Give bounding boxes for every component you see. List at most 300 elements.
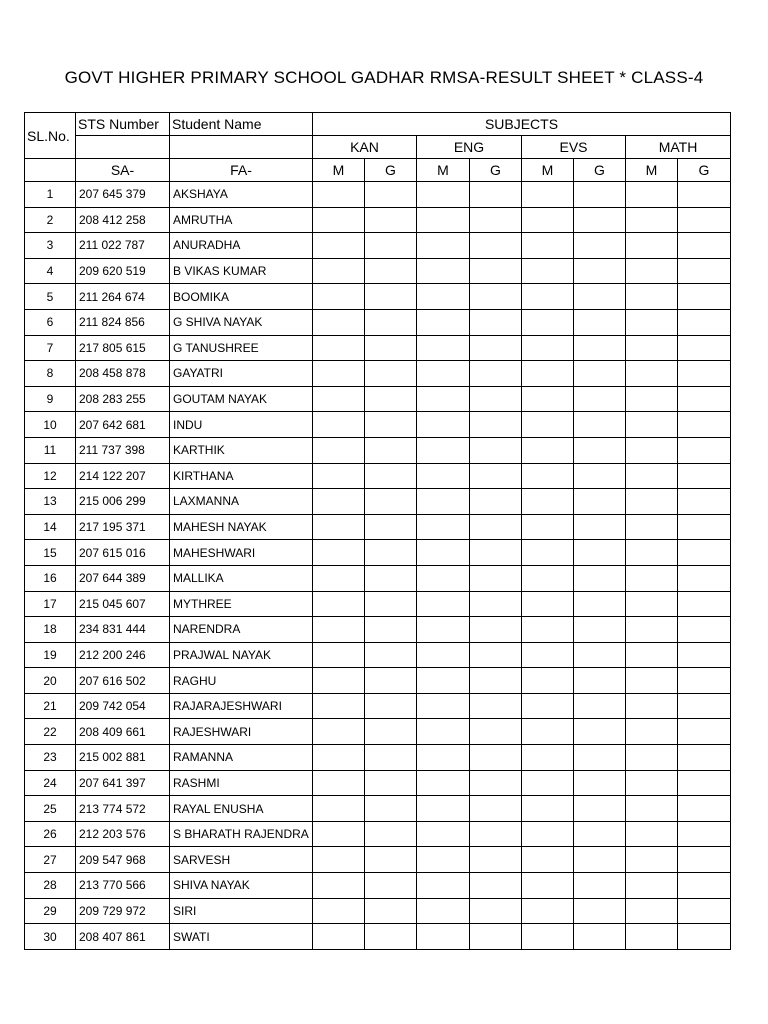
evs-g-mark-cell[interactable]: [574, 873, 626, 899]
evs-m-mark-cell[interactable]: [522, 847, 574, 873]
evs-m-mark-cell[interactable]: [522, 565, 574, 591]
math-g-mark-cell[interactable]: [678, 309, 731, 335]
eng-g-mark-cell[interactable]: [470, 514, 522, 540]
eng-m-mark-cell[interactable]: [417, 437, 470, 463]
evs-g-mark-cell[interactable]: [574, 361, 626, 387]
eng-m-mark-cell[interactable]: [417, 309, 470, 335]
kan-m-mark-cell[interactable]: [313, 514, 365, 540]
header-blank-name: [170, 136, 313, 159]
kan-g-mark-cell[interactable]: [365, 924, 417, 950]
kan-m-mark-cell[interactable]: [313, 284, 365, 310]
eng-g-mark-cell[interactable]: [470, 412, 522, 438]
math-m-mark-cell[interactable]: [626, 898, 678, 924]
header-evs-g: G: [574, 159, 626, 182]
math-g-mark-cell[interactable]: [678, 233, 731, 259]
evs-m-mark-cell[interactable]: [522, 540, 574, 566]
evs-g-mark-cell[interactable]: [574, 514, 626, 540]
sl-no-cell: 29: [25, 898, 76, 924]
eng-g-mark-cell[interactable]: [470, 361, 522, 387]
eng-g-mark-cell[interactable]: [470, 821, 522, 847]
sts-number-cell: 211 022 787: [76, 233, 170, 259]
evs-m-mark-cell[interactable]: [522, 745, 574, 771]
header-eng-g: G: [470, 159, 522, 182]
math-g-mark-cell[interactable]: [678, 796, 731, 822]
evs-g-mark-cell[interactable]: [574, 668, 626, 694]
evs-g-mark-cell[interactable]: [574, 796, 626, 822]
sts-number-cell: 213 770 566: [76, 873, 170, 899]
sts-number-cell: 212 200 246: [76, 642, 170, 668]
eng-g-mark-cell[interactable]: [470, 207, 522, 233]
sl-no-cell: 2: [25, 207, 76, 233]
kan-m-mark-cell[interactable]: [313, 258, 365, 284]
kan-g-mark-cell[interactable]: [365, 540, 417, 566]
kan-m-mark-cell[interactable]: [313, 233, 365, 259]
evs-m-mark-cell[interactable]: [522, 284, 574, 310]
math-m-mark-cell[interactable]: [626, 719, 678, 745]
sts-number-cell: 211 824 856: [76, 309, 170, 335]
math-m-mark-cell[interactable]: [626, 770, 678, 796]
eng-m-mark-cell[interactable]: [417, 361, 470, 387]
math-m-mark-cell[interactable]: [626, 309, 678, 335]
eng-m-mark-cell[interactable]: [417, 591, 470, 617]
student-name-cell: GOUTAM NAYAK: [170, 386, 313, 412]
sl-no-cell: 15: [25, 540, 76, 566]
kan-g-mark-cell[interactable]: [365, 642, 417, 668]
math-m-mark-cell[interactable]: [626, 514, 678, 540]
eng-g-mark-cell[interactable]: [470, 386, 522, 412]
math-m-mark-cell[interactable]: [626, 437, 678, 463]
kan-g-mark-cell[interactable]: [365, 207, 417, 233]
math-g-mark-cell[interactable]: [678, 412, 731, 438]
evs-g-mark-cell[interactable]: [574, 591, 626, 617]
math-m-mark-cell[interactable]: [626, 233, 678, 259]
kan-m-mark-cell[interactable]: [313, 719, 365, 745]
kan-g-mark-cell[interactable]: [365, 668, 417, 694]
math-g-mark-cell[interactable]: [678, 182, 731, 208]
sts-number-cell: 217 805 615: [76, 335, 170, 361]
evs-m-mark-cell[interactable]: [522, 821, 574, 847]
header-blank-sts: [76, 136, 170, 159]
evs-g-mark-cell[interactable]: [574, 719, 626, 745]
kan-g-mark-cell[interactable]: [365, 617, 417, 643]
evs-m-mark-cell[interactable]: [522, 591, 574, 617]
sl-no-cell: 3: [25, 233, 76, 259]
math-m-mark-cell[interactable]: [626, 668, 678, 694]
eng-m-mark-cell[interactable]: [417, 693, 470, 719]
math-m-mark-cell[interactable]: [626, 591, 678, 617]
evs-m-mark-cell[interactable]: [522, 514, 574, 540]
table-row: [25, 463, 731, 489]
eng-g-mark-cell[interactable]: [470, 898, 522, 924]
eng-m-mark-cell[interactable]: [417, 796, 470, 822]
math-g-mark-cell[interactable]: [678, 361, 731, 387]
eng-g-mark-cell[interactable]: [470, 565, 522, 591]
eng-m-mark-cell[interactable]: [417, 284, 470, 310]
math-m-mark-cell[interactable]: [626, 565, 678, 591]
table-row: [25, 591, 731, 617]
kan-g-mark-cell[interactable]: [365, 463, 417, 489]
math-m-mark-cell[interactable]: [626, 258, 678, 284]
student-name-cell: AKSHAYA: [170, 182, 313, 208]
student-name-cell: NARENDRA: [170, 617, 313, 643]
table-row: [25, 182, 731, 208]
kan-g-mark-cell[interactable]: [365, 182, 417, 208]
math-g-mark-cell[interactable]: [678, 207, 731, 233]
math-g-mark-cell[interactable]: [678, 617, 731, 643]
kan-g-mark-cell[interactable]: [365, 489, 417, 515]
evs-g-mark-cell[interactable]: [574, 207, 626, 233]
sts-number-cell: 208 407 861: [76, 924, 170, 950]
math-g-mark-cell[interactable]: [678, 540, 731, 566]
table-row: [25, 233, 731, 259]
math-g-mark-cell[interactable]: [678, 489, 731, 515]
result-sheet-table: [24, 112, 731, 950]
eng-g-mark-cell[interactable]: [470, 668, 522, 694]
eng-g-mark-cell[interactable]: [470, 437, 522, 463]
evs-m-mark-cell[interactable]: [522, 412, 574, 438]
kan-m-mark-cell[interactable]: [313, 565, 365, 591]
kan-g-mark-cell[interactable]: [365, 719, 417, 745]
math-g-mark-cell[interactable]: [678, 386, 731, 412]
student-name-cell: RAYAL ENUSHA: [170, 796, 313, 822]
student-name-cell: S BHARATH RAJENDRA: [170, 821, 313, 847]
eng-g-mark-cell[interactable]: [470, 719, 522, 745]
math-m-mark-cell[interactable]: [626, 873, 678, 899]
evs-m-mark-cell[interactable]: [522, 463, 574, 489]
kan-m-mark-cell[interactable]: [313, 335, 365, 361]
evs-m-mark-cell[interactable]: [522, 335, 574, 361]
math-g-mark-cell[interactable]: [678, 898, 731, 924]
kan-g-mark-cell[interactable]: [365, 745, 417, 771]
kan-m-mark-cell[interactable]: [313, 745, 365, 771]
math-m-mark-cell[interactable]: [626, 361, 678, 387]
math-g-mark-cell[interactable]: [678, 514, 731, 540]
eng-g-mark-cell[interactable]: [470, 463, 522, 489]
kan-g-mark-cell[interactable]: [365, 361, 417, 387]
eng-m-mark-cell[interactable]: [417, 873, 470, 899]
math-m-mark-cell[interactable]: [626, 284, 678, 310]
eng-g-mark-cell[interactable]: [470, 309, 522, 335]
evs-m-mark-cell[interactable]: [522, 693, 574, 719]
math-m-mark-cell[interactable]: [626, 182, 678, 208]
eng-m-mark-cell[interactable]: [417, 847, 470, 873]
evs-g-mark-cell[interactable]: [574, 463, 626, 489]
eng-m-mark-cell[interactable]: [417, 540, 470, 566]
subject-math: MATH: [626, 136, 731, 159]
eng-g-mark-cell[interactable]: [470, 233, 522, 259]
kan-g-mark-cell[interactable]: [365, 284, 417, 310]
evs-g-mark-cell[interactable]: [574, 233, 626, 259]
eng-g-mark-cell[interactable]: [470, 847, 522, 873]
student-name-cell: RAJARAJESHWARI: [170, 693, 313, 719]
evs-m-mark-cell[interactable]: [522, 719, 574, 745]
evs-g-mark-cell[interactable]: [574, 898, 626, 924]
math-g-mark-cell[interactable]: [678, 873, 731, 899]
evs-m-mark-cell[interactable]: [522, 309, 574, 335]
kan-m-mark-cell[interactable]: [313, 437, 365, 463]
evs-g-mark-cell[interactable]: [574, 693, 626, 719]
eng-m-mark-cell[interactable]: [417, 770, 470, 796]
kan-m-mark-cell[interactable]: [313, 489, 365, 515]
student-name-cell: MALLIKA: [170, 565, 313, 591]
kan-m-mark-cell[interactable]: [313, 617, 365, 643]
math-g-mark-cell[interactable]: [678, 770, 731, 796]
evs-g-mark-cell[interactable]: [574, 412, 626, 438]
evs-m-mark-cell[interactable]: [522, 489, 574, 515]
evs-m-mark-cell[interactable]: [522, 233, 574, 259]
evs-m-mark-cell[interactable]: [522, 361, 574, 387]
kan-g-mark-cell[interactable]: [365, 386, 417, 412]
math-g-mark-cell[interactable]: [678, 668, 731, 694]
math-m-mark-cell[interactable]: [626, 207, 678, 233]
evs-g-mark-cell[interactable]: [574, 847, 626, 873]
evs-g-mark-cell[interactable]: [574, 642, 626, 668]
evs-m-mark-cell[interactable]: [522, 898, 574, 924]
kan-m-mark-cell[interactable]: [313, 412, 365, 438]
kan-g-mark-cell[interactable]: [365, 412, 417, 438]
eng-m-mark-cell[interactable]: [417, 386, 470, 412]
eng-m-mark-cell[interactable]: [417, 207, 470, 233]
sl-no-cell: 24: [25, 770, 76, 796]
eng-m-mark-cell[interactable]: [417, 745, 470, 771]
eng-m-mark-cell[interactable]: [417, 258, 470, 284]
kan-m-mark-cell[interactable]: [313, 463, 365, 489]
kan-m-mark-cell[interactable]: [313, 796, 365, 822]
math-g-mark-cell[interactable]: [678, 924, 731, 950]
student-name-cell: GAYATRI: [170, 361, 313, 387]
evs-g-mark-cell[interactable]: [574, 309, 626, 335]
eng-m-mark-cell[interactable]: [417, 233, 470, 259]
eng-m-mark-cell[interactable]: [417, 821, 470, 847]
math-m-mark-cell[interactable]: [626, 489, 678, 515]
evs-m-mark-cell[interactable]: [522, 437, 574, 463]
evs-g-mark-cell[interactable]: [574, 386, 626, 412]
evs-g-mark-cell[interactable]: [574, 284, 626, 310]
kan-g-mark-cell[interactable]: [365, 309, 417, 335]
math-g-mark-cell[interactable]: [678, 821, 731, 847]
sts-number-cell: 234 831 444: [76, 617, 170, 643]
evs-g-mark-cell[interactable]: [574, 924, 626, 950]
evs-g-mark-cell[interactable]: [574, 335, 626, 361]
sts-number-cell: 208 409 661: [76, 719, 170, 745]
math-g-mark-cell[interactable]: [678, 642, 731, 668]
eng-g-mark-cell[interactable]: [470, 540, 522, 566]
eng-m-mark-cell[interactable]: [417, 412, 470, 438]
kan-m-mark-cell[interactable]: [313, 309, 365, 335]
kan-g-mark-cell[interactable]: [365, 258, 417, 284]
math-g-mark-cell[interactable]: [678, 258, 731, 284]
eng-m-mark-cell[interactable]: [417, 335, 470, 361]
evs-g-mark-cell[interactable]: [574, 770, 626, 796]
math-m-mark-cell[interactable]: [626, 617, 678, 643]
eng-m-mark-cell[interactable]: [417, 514, 470, 540]
math-m-mark-cell[interactable]: [626, 412, 678, 438]
kan-m-mark-cell[interactable]: [313, 182, 365, 208]
math-m-mark-cell[interactable]: [626, 745, 678, 771]
sl-no-cell: 19: [25, 642, 76, 668]
table-row: [25, 361, 731, 387]
sl-no-cell: 17: [25, 591, 76, 617]
math-m-mark-cell[interactable]: [626, 386, 678, 412]
student-name-cell: PRAJWAL NAYAK: [170, 642, 313, 668]
math-m-mark-cell[interactable]: [626, 463, 678, 489]
eng-m-mark-cell[interactable]: [417, 463, 470, 489]
evs-m-mark-cell[interactable]: [522, 386, 574, 412]
eng-g-mark-cell[interactable]: [470, 182, 522, 208]
evs-g-mark-cell[interactable]: [574, 258, 626, 284]
kan-m-mark-cell[interactable]: [313, 898, 365, 924]
eng-m-mark-cell[interactable]: [417, 489, 470, 515]
evs-m-mark-cell[interactable]: [522, 770, 574, 796]
evs-m-mark-cell[interactable]: [522, 796, 574, 822]
eng-g-mark-cell[interactable]: [470, 770, 522, 796]
evs-m-mark-cell[interactable]: [522, 873, 574, 899]
student-name-cell: RAGHU: [170, 668, 313, 694]
math-g-mark-cell[interactable]: [678, 565, 731, 591]
evs-g-mark-cell[interactable]: [574, 540, 626, 566]
eng-g-mark-cell[interactable]: [470, 642, 522, 668]
evs-g-mark-cell[interactable]: [574, 617, 626, 643]
eng-g-mark-cell[interactable]: [470, 335, 522, 361]
eng-m-mark-cell[interactable]: [417, 642, 470, 668]
kan-m-mark-cell[interactable]: [313, 591, 365, 617]
kan-g-mark-cell[interactable]: [365, 847, 417, 873]
math-g-mark-cell[interactable]: [678, 693, 731, 719]
student-name-cell: SARVESH: [170, 847, 313, 873]
eng-m-mark-cell[interactable]: [417, 182, 470, 208]
kan-m-mark-cell[interactable]: [313, 924, 365, 950]
eng-g-mark-cell[interactable]: [470, 693, 522, 719]
kan-g-mark-cell[interactable]: [365, 591, 417, 617]
header-kan-m: M: [313, 159, 365, 182]
math-m-mark-cell[interactable]: [626, 821, 678, 847]
table-row: [25, 514, 731, 540]
eng-m-mark-cell[interactable]: [417, 719, 470, 745]
math-g-mark-cell[interactable]: [678, 284, 731, 310]
math-m-mark-cell[interactable]: [626, 335, 678, 361]
eng-m-mark-cell[interactable]: [417, 617, 470, 643]
eng-g-mark-cell[interactable]: [470, 796, 522, 822]
kan-g-mark-cell[interactable]: [365, 233, 417, 259]
student-name-cell: G SHIVA NAYAK: [170, 309, 313, 335]
math-g-mark-cell[interactable]: [678, 745, 731, 771]
evs-g-mark-cell[interactable]: [574, 489, 626, 515]
header-kan-g: G: [365, 159, 417, 182]
eng-g-mark-cell[interactable]: [470, 617, 522, 643]
math-g-mark-cell[interactable]: [678, 437, 731, 463]
kan-m-mark-cell[interactable]: [313, 361, 365, 387]
kan-g-mark-cell[interactable]: [365, 770, 417, 796]
table-row: [25, 258, 731, 284]
kan-g-mark-cell[interactable]: [365, 335, 417, 361]
evs-m-mark-cell[interactable]: [522, 668, 574, 694]
header-sa: SA-: [76, 159, 170, 182]
evs-g-mark-cell[interactable]: [574, 565, 626, 591]
table-row: [25, 693, 731, 719]
sts-number-cell: 214 122 207: [76, 463, 170, 489]
evs-m-mark-cell[interactable]: [522, 617, 574, 643]
evs-g-mark-cell[interactable]: [574, 437, 626, 463]
kan-g-mark-cell[interactable]: [365, 821, 417, 847]
table-row: [25, 412, 731, 438]
kan-g-mark-cell[interactable]: [365, 565, 417, 591]
table-row: [25, 745, 731, 771]
math-m-mark-cell[interactable]: [626, 540, 678, 566]
eng-g-mark-cell[interactable]: [470, 258, 522, 284]
table-row: [25, 898, 731, 924]
sl-no-cell: 12: [25, 463, 76, 489]
header-eng-m: M: [417, 159, 470, 182]
eng-g-mark-cell[interactable]: [470, 924, 522, 950]
sts-number-cell: 211 264 674: [76, 284, 170, 310]
eng-g-mark-cell[interactable]: [470, 873, 522, 899]
sts-number-cell: 209 547 968: [76, 847, 170, 873]
evs-m-mark-cell[interactable]: [522, 924, 574, 950]
math-m-mark-cell[interactable]: [626, 693, 678, 719]
eng-g-mark-cell[interactable]: [470, 489, 522, 515]
eng-m-mark-cell[interactable]: [417, 898, 470, 924]
kan-g-mark-cell[interactable]: [365, 693, 417, 719]
evs-m-mark-cell[interactable]: [522, 182, 574, 208]
kan-g-mark-cell[interactable]: [365, 873, 417, 899]
eng-g-mark-cell[interactable]: [470, 284, 522, 310]
eng-m-mark-cell[interactable]: [417, 565, 470, 591]
table-row: [25, 309, 731, 335]
sl-no-cell: 1: [25, 182, 76, 208]
kan-m-mark-cell[interactable]: [313, 642, 365, 668]
kan-m-mark-cell[interactable]: [313, 873, 365, 899]
math-m-mark-cell[interactable]: [626, 796, 678, 822]
math-m-mark-cell[interactable]: [626, 847, 678, 873]
math-g-mark-cell[interactable]: [678, 719, 731, 745]
evs-g-mark-cell[interactable]: [574, 745, 626, 771]
sl-no-cell: 16: [25, 565, 76, 591]
math-m-mark-cell[interactable]: [626, 924, 678, 950]
table-row: [25, 617, 731, 643]
kan-m-mark-cell[interactable]: [313, 540, 365, 566]
math-m-mark-cell[interactable]: [626, 642, 678, 668]
eng-g-mark-cell[interactable]: [470, 745, 522, 771]
table-row: [25, 668, 731, 694]
kan-m-mark-cell[interactable]: [313, 386, 365, 412]
evs-g-mark-cell[interactable]: [574, 182, 626, 208]
kan-m-mark-cell[interactable]: [313, 770, 365, 796]
kan-g-mark-cell[interactable]: [365, 514, 417, 540]
math-g-mark-cell[interactable]: [678, 847, 731, 873]
sl-no-cell: 10: [25, 412, 76, 438]
eng-m-mark-cell[interactable]: [417, 924, 470, 950]
kan-m-mark-cell[interactable]: [313, 821, 365, 847]
kan-g-mark-cell[interactable]: [365, 898, 417, 924]
eng-m-mark-cell[interactable]: [417, 668, 470, 694]
kan-g-mark-cell[interactable]: [365, 796, 417, 822]
kan-m-mark-cell[interactable]: [313, 693, 365, 719]
evs-m-mark-cell[interactable]: [522, 207, 574, 233]
kan-m-mark-cell[interactable]: [313, 207, 365, 233]
kan-m-mark-cell[interactable]: [313, 668, 365, 694]
math-g-mark-cell[interactable]: [678, 335, 731, 361]
math-g-mark-cell[interactable]: [678, 591, 731, 617]
sts-number-cell: 208 458 878: [76, 361, 170, 387]
kan-g-mark-cell[interactable]: [365, 437, 417, 463]
kan-m-mark-cell[interactable]: [313, 847, 365, 873]
evs-m-mark-cell[interactable]: [522, 642, 574, 668]
sl-no-cell: 20: [25, 668, 76, 694]
evs-m-mark-cell[interactable]: [522, 258, 574, 284]
math-g-mark-cell[interactable]: [678, 463, 731, 489]
evs-g-mark-cell[interactable]: [574, 821, 626, 847]
eng-g-mark-cell[interactable]: [470, 591, 522, 617]
